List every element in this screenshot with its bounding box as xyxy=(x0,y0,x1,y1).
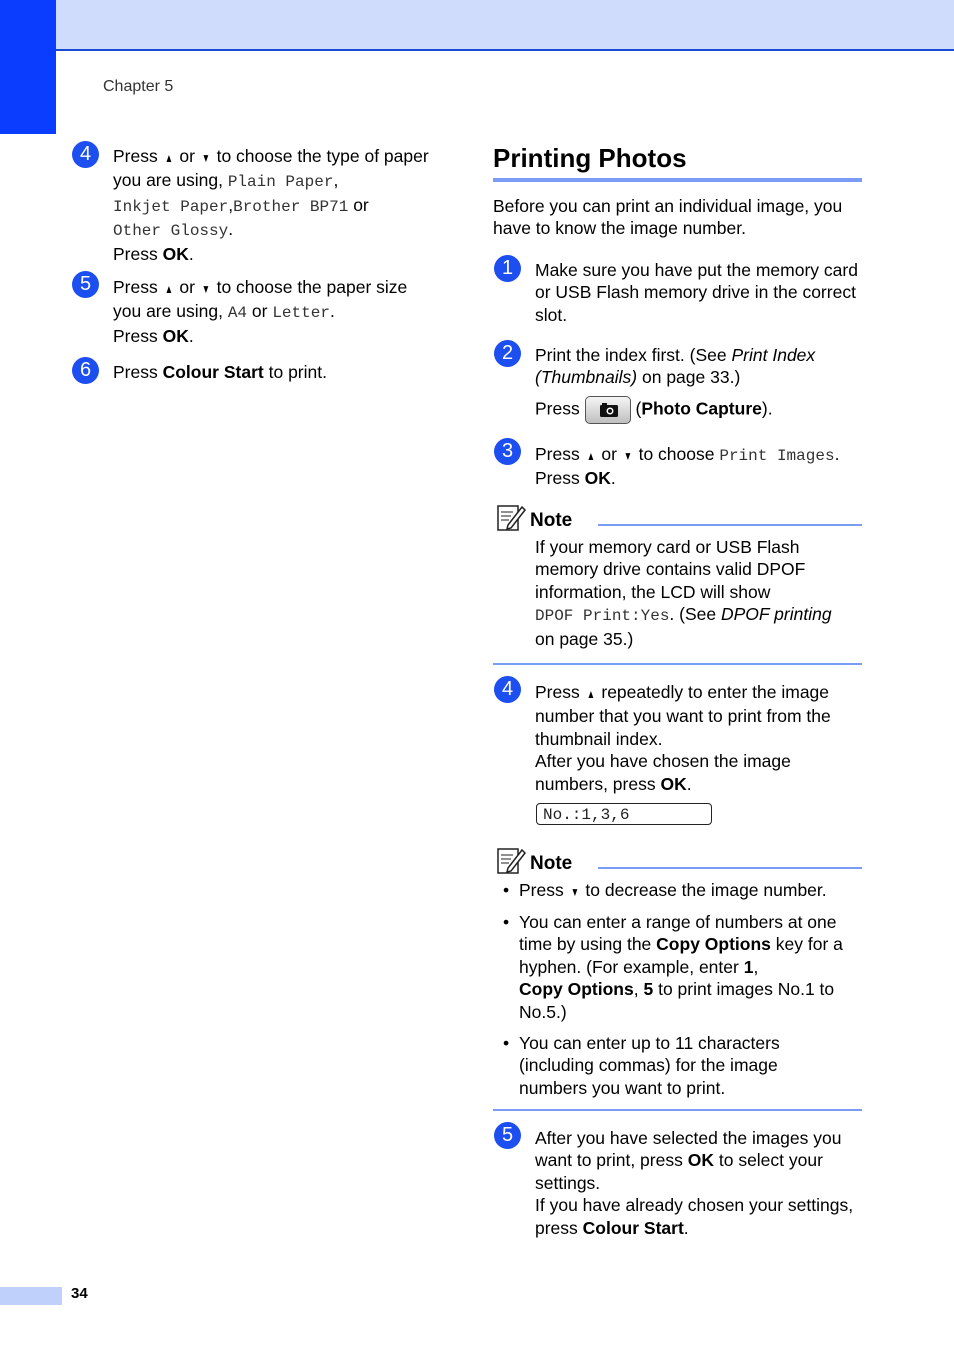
note-2-bullet-3: You can enter up to 11 characters (including commas) for the image numbers you want to print. xyxy=(519,1033,780,1098)
step-6-print: Press Colour Start to print. xyxy=(113,362,327,382)
down-arrow-icon: ▼ xyxy=(201,151,210,165)
note-label: Note xyxy=(530,853,573,874)
footer-bar xyxy=(0,1287,62,1305)
up-arrow-icon: ▲ xyxy=(586,687,595,701)
step-2-text: Print the index first. (See Print Index (Thumbnails) on page 33.) xyxy=(535,345,816,388)
bullet-dot: • xyxy=(503,912,510,932)
chapter-tab xyxy=(0,0,56,134)
note-rule xyxy=(598,524,862,526)
section-intro: Before you can print an individual image, you have to know the image number. xyxy=(493,196,843,239)
lcd-display: No.:1,3,6 xyxy=(536,803,712,825)
note-pencil-icon xyxy=(496,846,526,876)
up-arrow-icon: ▲ xyxy=(586,449,595,463)
step-3-text: Press ▲ or ▼ to choose Print Images. Press OK. xyxy=(535,444,840,489)
note-end-rule xyxy=(493,1109,862,1111)
up-arrow-icon: ▲ xyxy=(164,151,173,165)
note-2-bullet-1: Press ▼ to decrease the image number. xyxy=(519,879,864,903)
down-arrow-icon: ▼ xyxy=(623,449,632,463)
down-arrow-icon: ▼ xyxy=(570,885,579,899)
step-5-paper-size: Press ▲ or ▼ to choose the paper size you are using, A4 or Letter. Press OK. xyxy=(113,277,408,346)
section-title: Printing Photos xyxy=(493,143,687,173)
step-number-4-right: 4 xyxy=(494,676,521,703)
step-5-settings: After you have selected the images you want to print, press OK to select your settings. If you have already chosen your settings, press Colour Start. xyxy=(535,1128,854,1238)
step-number-5: 5 xyxy=(72,271,99,298)
step-4-paper-type: Press ▲ or ▼ to choose the type of paper you are using, Plain Paper, Inkjet Paper,Brother BP71 or Other Glossy. Press OK. xyxy=(113,146,429,264)
bullet-dot: • xyxy=(503,880,510,900)
page-number: 34 xyxy=(71,1285,88,1302)
chapter-label: Chapter 5 xyxy=(103,78,174,95)
photo-capture-button[interactable] xyxy=(585,396,631,424)
step-1-text: Make sure you have put the memory card or USB Flash memory drive in the correct slot. xyxy=(535,260,858,325)
header-band xyxy=(0,0,954,51)
note-label: Note xyxy=(530,510,573,531)
step-4-image-number: Press ▲ repeatedly to enter the image number that you want to print from the thumbnail index. After you have chosen the image numbers, press OK. xyxy=(535,682,831,794)
step-2-press: Press (Photo Capture). xyxy=(535,396,860,424)
step-number-1: 1 xyxy=(494,255,521,282)
note-rule xyxy=(598,867,862,869)
step-number-6: 6 xyxy=(72,357,99,384)
note-end-rule xyxy=(493,663,862,665)
note-pencil-icon xyxy=(496,503,526,533)
note-1-text: If your memory card or USB Flash memory drive contains valid DPOF information, the LCD will show DPOF Print:Yes. (See DPOF printing on page 35.) xyxy=(535,537,832,649)
step-number-5-right: 5 xyxy=(494,1122,521,1149)
note-2-bullet-2: You can enter a range of numbers at one time by using the Copy Options key for a hyphen. (For example, enter 1, Copy Options, 5 to print images No.1 to No.5.) xyxy=(519,912,843,1022)
step-number-4: 4 xyxy=(72,141,99,168)
title-underline xyxy=(493,178,862,182)
up-arrow-icon: ▲ xyxy=(164,282,173,296)
down-arrow-icon: ▼ xyxy=(201,282,210,296)
camera-icon xyxy=(586,397,630,423)
step-number-2: 2 xyxy=(494,340,521,367)
bullet-dot: • xyxy=(503,1033,510,1053)
step-number-3: 3 xyxy=(494,438,521,465)
